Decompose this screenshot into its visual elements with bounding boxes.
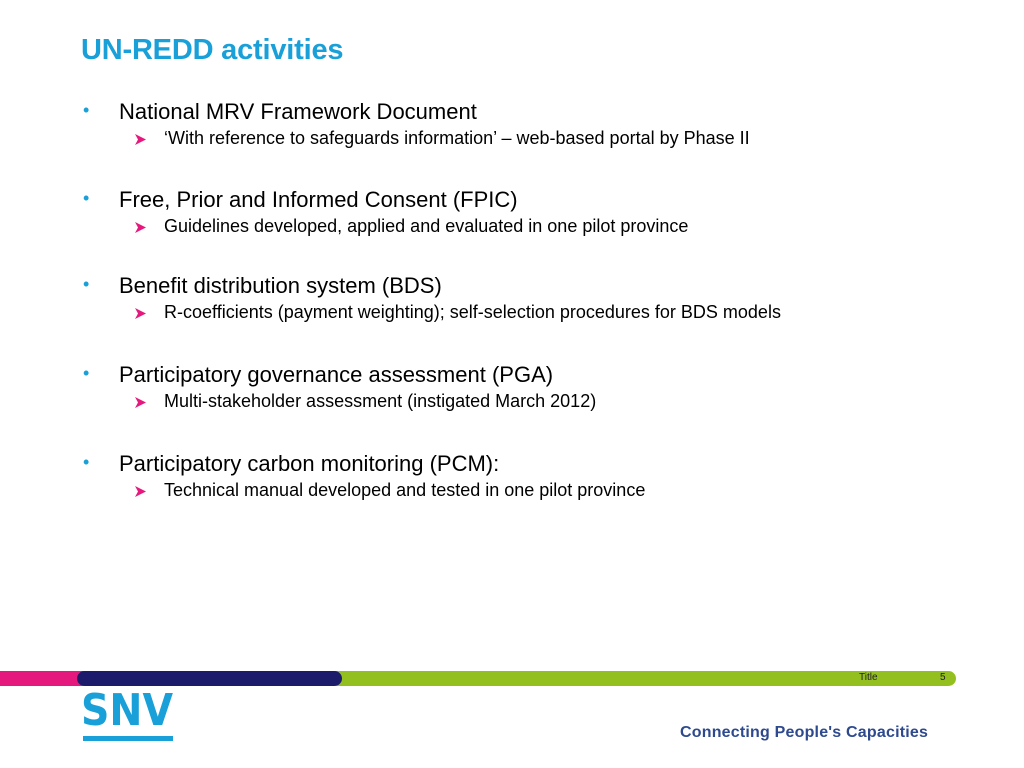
snv-logo [81,688,175,744]
sub-bullet-text: Guidelines developed, applied and evaluated in one pilot province [164,216,689,236]
logo-text: SNV [81,688,173,736]
bullet-text: Free, Prior and Informed Consent (FPIC) [119,187,518,212]
bullet-dot-icon: • [83,274,90,294]
bullet-dot-icon: • [83,452,90,472]
sub-bullet-text: ‘With reference to safeguards information’ – web-based portal by Phase II [164,128,750,148]
bullet-dot-icon: • [83,100,90,120]
sub-bullet-text: Multi-stakeholder assessment (instigated March 2012) [164,391,597,411]
arrow-bullet-icon [134,221,147,234]
page-number: 5 [940,672,946,683]
bullet-dot-icon: • [83,363,90,383]
arrow-bullet-icon [134,307,147,320]
logo-underline [83,736,173,741]
footer-title: Title [859,672,878,683]
sub-bullet-text: R-coefficients (payment weighting); self-selection procedures for BDS models [164,302,781,322]
footer-bar-navy [77,671,342,686]
bullet-text: National MRV Framework Document [119,99,477,124]
bullet-dot-icon: • [83,188,90,208]
sub-bullet-text: Technical manual developed and tested in one pilot province [164,480,646,500]
bullet-text: Participatory governance assessment (PGA) [119,362,554,387]
slide-title: UN-REDD activities [81,34,344,66]
bullet-text: Participatory carbon monitoring (PCM): [119,451,500,476]
arrow-bullet-icon [134,485,147,498]
arrow-bullet-icon [134,396,147,409]
footer-bar-green [300,671,956,686]
tagline: Connecting People's Capacities [680,724,929,741]
arrow-bullet-icon [134,133,147,146]
bullet-text: Benefit distribution system (BDS) [119,273,442,298]
